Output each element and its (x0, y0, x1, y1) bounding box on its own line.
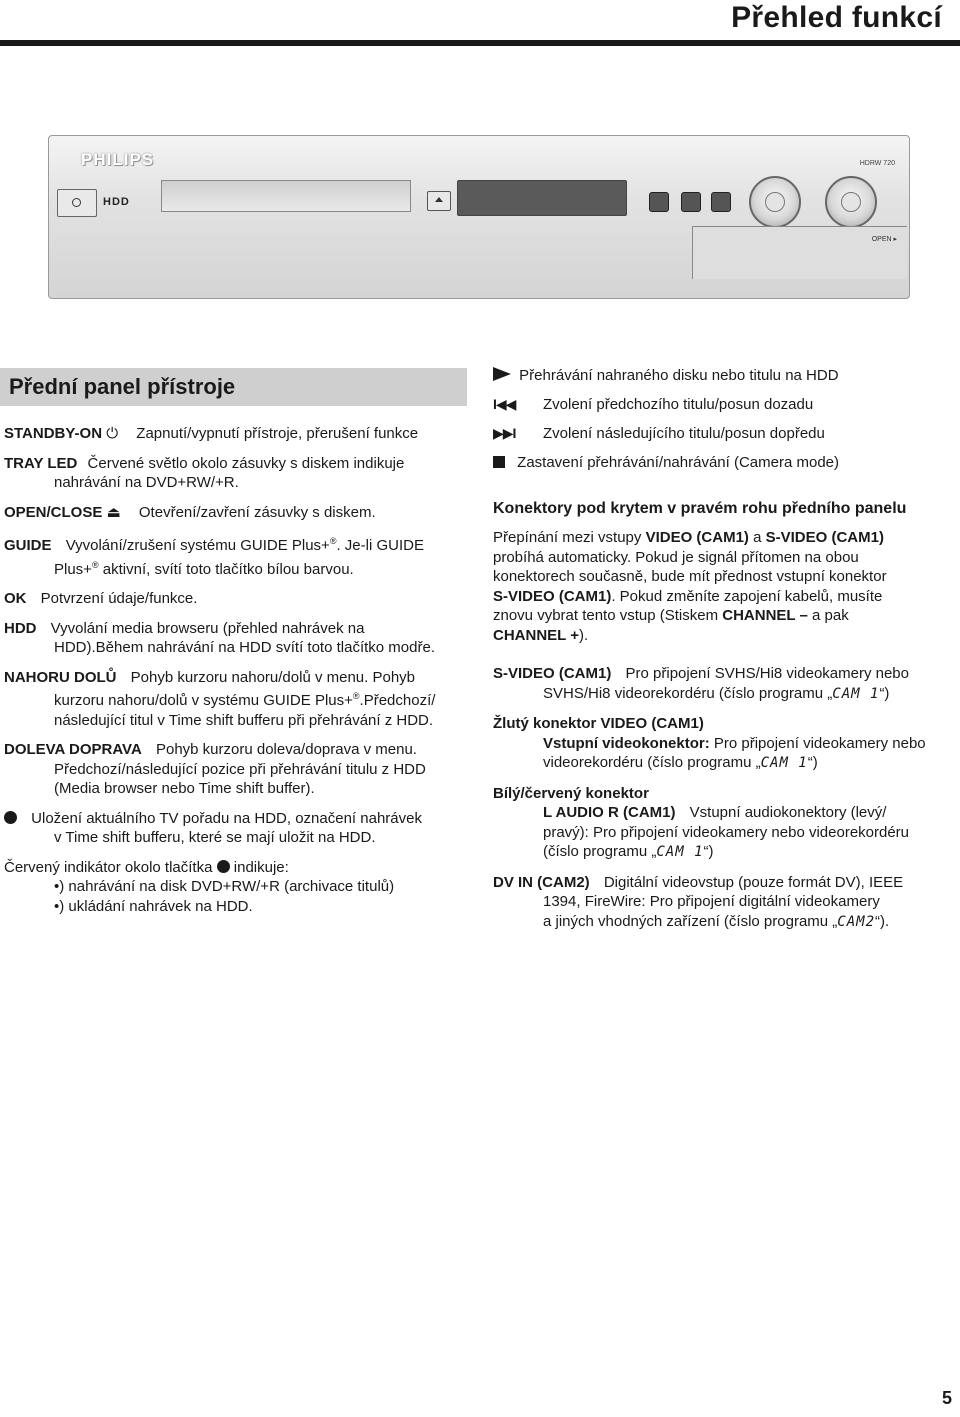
header-rule (0, 40, 960, 46)
ok-entry: OK Potvrzení údaje/funkce. (4, 590, 198, 607)
page-title: Přehled funkcí (731, 1, 942, 34)
open-label: OPEN ▸ (871, 236, 897, 243)
next-entry: ▶▶I Zvolení následujícího titulu/posun dopředu (493, 425, 825, 442)
stop-entry: Zastavení přehrávání/nahrávání (Camera mode) (493, 453, 958, 473)
eject-symbol-icon: ⏏ (106, 503, 121, 521)
power-icon: ⏻ (106, 425, 119, 442)
open-close-entry: OPEN/CLOSE ⏏ Otevření/zavření zásuvky s diskem. (4, 503, 376, 521)
section-title: Přední panel přístroje (9, 374, 236, 399)
section-header-front-panel (0, 368, 467, 406)
white-red-connector-title: Bílý/červený konektor (493, 784, 649, 802)
record-entry: Uložení aktuálního TV pořadu na HDD, označení nahrávek (4, 809, 469, 829)
hdd-logo: HDD (103, 196, 130, 208)
eject-icon (427, 191, 451, 211)
hdd-entry: HDD Vyvolání media browseru (přehled nahrávek na (4, 619, 365, 637)
model-label: HDRW 720 (859, 160, 895, 167)
connectors-intro: Přepínání mezi vstupy VIDEO (CAM1) a S-VIDEO (CAM1) (493, 529, 884, 546)
up-down-entry: NAHORU DOLŮ Pohyb kurzoru nahoru/dolů v menu. Pohyb (4, 668, 416, 686)
jog-knob-left (749, 176, 801, 228)
left-right-entry: DOLEVA DOPRAVA Pohyb kurzoru doleva/doprava v menu. (4, 741, 417, 758)
stop-icon (493, 456, 505, 468)
previous-entry: I◀◀ Zvolení předchozího titulu/posun dozadu (493, 396, 814, 413)
dvd-recorder-illustration (48, 135, 910, 299)
tray-led-entry: TRAY LED Červené světlo okolo zásuvky s diskem indikuje (4, 454, 405, 472)
hdd-button-illustration (711, 192, 731, 212)
page-number: 5 (941, 1388, 952, 1408)
svideo-entry: S-VIDEO (CAM1) Pro připojení SVHS/Hi8 videokamery nebo (493, 665, 909, 682)
guide-entry: GUIDE Vyvolání/zrušení systému GUIDE Plus+®. Je-li GUIDE (4, 536, 424, 554)
record-button-illustration (649, 192, 669, 212)
right-column: Přehrávání nahraného disku nebo titulu na HDD I◀◀ Zvolení předchozího titulu/posun dozadu ▶▶I Zvolení následujícího titulu/posun dopředu Zastavení přehrávání/nahrávání (Camera mode) Konektory pod krytem v pravém rohu předního panelu Přepínání mezi vstupy VIDEO (CAM1) a S-VIDEO (CAM1) probíhá automaticky. Pokud je signál přítomen na obou konektorech současně, bude mít přednost vstupní konektor S-VIDEO (CAM1). Pokud změníte zapojení kabelů, musíte znovu vybrat tento vstup (Stiskem CHANNEL – a pak CHANNEL +). S-VIDEO (CAM1) Pro připojení SVHS/Hi8 videokamery nebo SVHS/Hi8 videorekordéru (číslo programu „CAM 1“) Žlutý konektor VIDEO (CAM1) Vstupní videokonektor: Pro připojení videokamery nebo videorekordéru (číslo programu „CAM 1“) Bílý/červený konektor L AUDIO R (CAM1) Vstupní audiokonektory (levý/ pravý): Pro připojení videokamery nebo videorekordéru (číslo programu „CAM 1“) DV IN (CAM2) Digitální videovstup (pouze formát DV), IEEE 1394, FireWire: Pro připojení digitální videokamery a jiných vhodných zařízení (číslo programu „CAM2“). (493, 366, 958, 932)
left-column: STANDBY-ON ⏻ Zapnutí/vypnutí přístroje, přerušení funkce TRAY LED Červené světlo okolo zásuvky s diskem indikuje nahrávání na DVD+RW/+R. OPEN/CLOSE ⏏ Otevření/zavření zásuvky s diskem. GUIDE Vyvolání/zrušení systému GUIDE Plus+®. Je-li GUIDE Plus+® aktivní, svítí toto tlačítko bílou barvou. OK Potvrzení údaje/funkce. HDD Vyvolání media browseru (přehled nahrávek na HDD).Během nahrávání na HDD svítí toto tlačítko modře. NAHORU DOLŮ Pohyb kurzoru nahoru/dolů v menu. Pohyb kurzoru nahoru/dolů v systému GUIDE Plus+®.Předchozí/ následující titul v Time shift bufferu při přehrávání z HDD. DOLEVA DOPRAVA Pohyb kurzoru doleva/doprava v menu. Předchozí/následující pozice při přehrávání titulu z HDD (Media browser nebo Time shift buffer). Uložení aktuálního TV pořadu na HDD, označení nahrávek v Time shift bufferu, které se mají uložit na HDD. Červený indikátor okolo tlačítka indikuje: •) nahrávání na disk DVD+RW/+R (archivace titulů) •) ukládání nahrávek na HDD. (4, 424, 469, 916)
connectors-heading: Konektory pod krytem v pravém rohu předního panelu (493, 499, 907, 517)
yellow-connector-title: Žlutý konektor VIDEO (CAM1) (493, 715, 704, 732)
play-icon (493, 367, 511, 381)
jog-knob-right (825, 176, 877, 228)
disc-tray (161, 180, 411, 212)
red-indicator-entry: Červený indikátor okolo tlačítka indikuje: (4, 858, 289, 876)
play-entry: Přehrávání nahraného disku nebo titulu na HDD (493, 366, 958, 386)
brand-logo: PHILIPS (81, 150, 155, 169)
record-dot-icon (217, 860, 230, 873)
dv-in-entry: DV IN (CAM2) Digitální videovstup (pouze formát DV), IEEE (493, 873, 904, 891)
record-icon (4, 811, 17, 824)
previous-icon: I◀◀ (493, 396, 516, 412)
stop-button-illustration (681, 192, 701, 212)
next-icon: ▶▶I (493, 425, 516, 441)
standby-entry: STANDBY-ON ⏻ Zapnutí/vypnutí přístroje, přerušení funkce (4, 425, 419, 442)
front-display (457, 180, 627, 216)
connector-flap (692, 226, 907, 279)
standby-button-illustration (57, 189, 97, 217)
